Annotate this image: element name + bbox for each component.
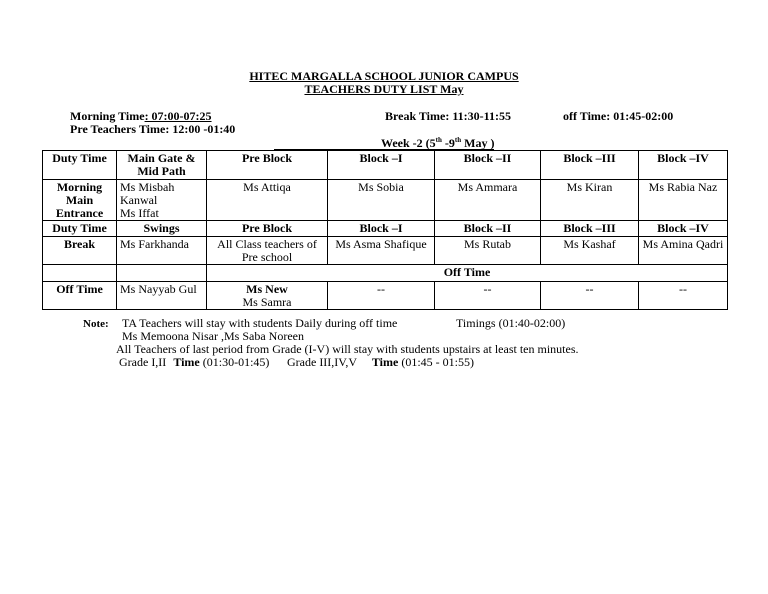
- note-timings: Timings (01:40-02:00): [456, 316, 566, 330]
- off-time-block-4: --: [639, 282, 728, 310]
- morning-block-4: Ms Rabia Naz: [639, 180, 728, 221]
- time-value: (01:45 - 01:55): [398, 355, 474, 369]
- break-pre-block: All Class teachers of Pre school: [207, 237, 328, 265]
- off-time-block-1: --: [328, 282, 435, 310]
- morning-time-value: : 07:00-07:25: [144, 109, 212, 123]
- off-time-pre-block: [207, 282, 328, 310]
- teacher-name: Ms Misbah: [120, 180, 175, 194]
- main-gate-teachers: [117, 180, 207, 221]
- grade-label: Grade I,II: [119, 355, 167, 369]
- note-line-1: TA Teachers will stay with students Daily during off time: [122, 316, 398, 330]
- morning-pre-block: Ms Attiqa: [207, 180, 328, 221]
- break-block-2: Ms Rutab: [435, 237, 541, 265]
- morning-block-3: Ms Kiran: [541, 180, 639, 221]
- table-row: [43, 151, 728, 180]
- header-duty-time-2: Duty Time: [43, 221, 117, 237]
- break-time: Break Time: 11:30-11:55: [385, 109, 511, 123]
- teacher-name: Ms Samra: [242, 295, 292, 309]
- header-block-4: Block –IV: [639, 151, 728, 180]
- table-row: [43, 265, 728, 282]
- table-row: [43, 282, 728, 310]
- teacher-name-bold: Ms New: [246, 282, 288, 296]
- week-sup-2: th: [454, 136, 462, 144]
- header-block-1: Block –I: [328, 151, 435, 180]
- table-row: [43, 237, 728, 265]
- header-block-2-2: Block –II: [435, 221, 541, 237]
- morning-block-1: Ms Sobia: [328, 180, 435, 221]
- break-block-4: Ms Amina Qadri: [639, 237, 728, 265]
- note-line-3: All Teachers of last period from Grade (I-V) will stay with students upstairs at least ten minutes.: [116, 342, 579, 356]
- break-block-3: Ms Kashaf: [541, 237, 639, 265]
- off-time-block-3: --: [541, 282, 639, 310]
- header-main-gate: Main Gate & Mid Path: [117, 151, 207, 180]
- pre-teachers-time: Pre Teachers Time: 12:00 -01:40: [70, 122, 236, 136]
- morning-main-entrance-label: Morning Main Entrance: [43, 180, 117, 221]
- header-block-3: Block –III: [541, 151, 639, 180]
- table-row: [43, 180, 728, 221]
- duty-table: [42, 150, 728, 310]
- morning-time-label: Morning Time: [70, 109, 145, 123]
- header-pre-block: Pre Block: [207, 151, 328, 180]
- week-label: [381, 137, 494, 150]
- off-time-span-header: Off Time: [207, 265, 728, 282]
- header-block-1-2: Block –I: [328, 221, 435, 237]
- header-block-4-2: Block –IV: [639, 221, 728, 237]
- note-label: Note:: [83, 318, 109, 330]
- grade-label: Grade III,IV,V: [287, 355, 357, 369]
- header-swings: Swings: [117, 221, 207, 237]
- empty-cell: [43, 265, 117, 282]
- school-title: HITEC MARGALLA SCHOOL JUNIOR CAMPUS: [249, 69, 519, 83]
- off-time-block-2: --: [435, 282, 541, 310]
- off-time-label: Off Time: [43, 282, 117, 310]
- teacher-name: Ms Iffat: [120, 206, 159, 220]
- table-row: [43, 221, 728, 237]
- note-line-2: Ms Memoona Nisar ,Ms Saba Noreen: [122, 329, 304, 343]
- morning-block-2: Ms Ammara: [435, 180, 541, 221]
- off-time: off Time: 01:45-02:00: [563, 109, 674, 123]
- week-middle: -9: [441, 136, 455, 150]
- note-grade-2: [287, 356, 474, 369]
- empty-cell: [117, 265, 207, 282]
- teacher-name: Kanwal: [120, 193, 158, 207]
- break-swings: Ms Farkhanda: [117, 237, 207, 265]
- duty-list-title: TEACHERS DUTY LIST May: [304, 82, 464, 96]
- header-block-3-2: Block –III: [541, 221, 639, 237]
- header-duty-time: Duty Time: [43, 151, 117, 180]
- time-value: (01:30-01:45): [199, 355, 270, 369]
- off-time-swings: Ms Nayyab Gul: [117, 282, 207, 310]
- week-sup-1: th: [435, 136, 442, 144]
- header-block-2: Block –II: [435, 151, 541, 180]
- break-label: Break: [43, 237, 117, 265]
- week-suffix: May ): [461, 136, 495, 150]
- note-grade-1: [119, 356, 269, 369]
- header-pre-block-2: Pre Block: [207, 221, 328, 237]
- time-label: Time: [173, 355, 200, 369]
- week-prefix: Week -2 (5: [381, 136, 436, 150]
- time-label: Time: [371, 355, 399, 369]
- break-block-1: Ms Asma Shafique: [328, 237, 435, 265]
